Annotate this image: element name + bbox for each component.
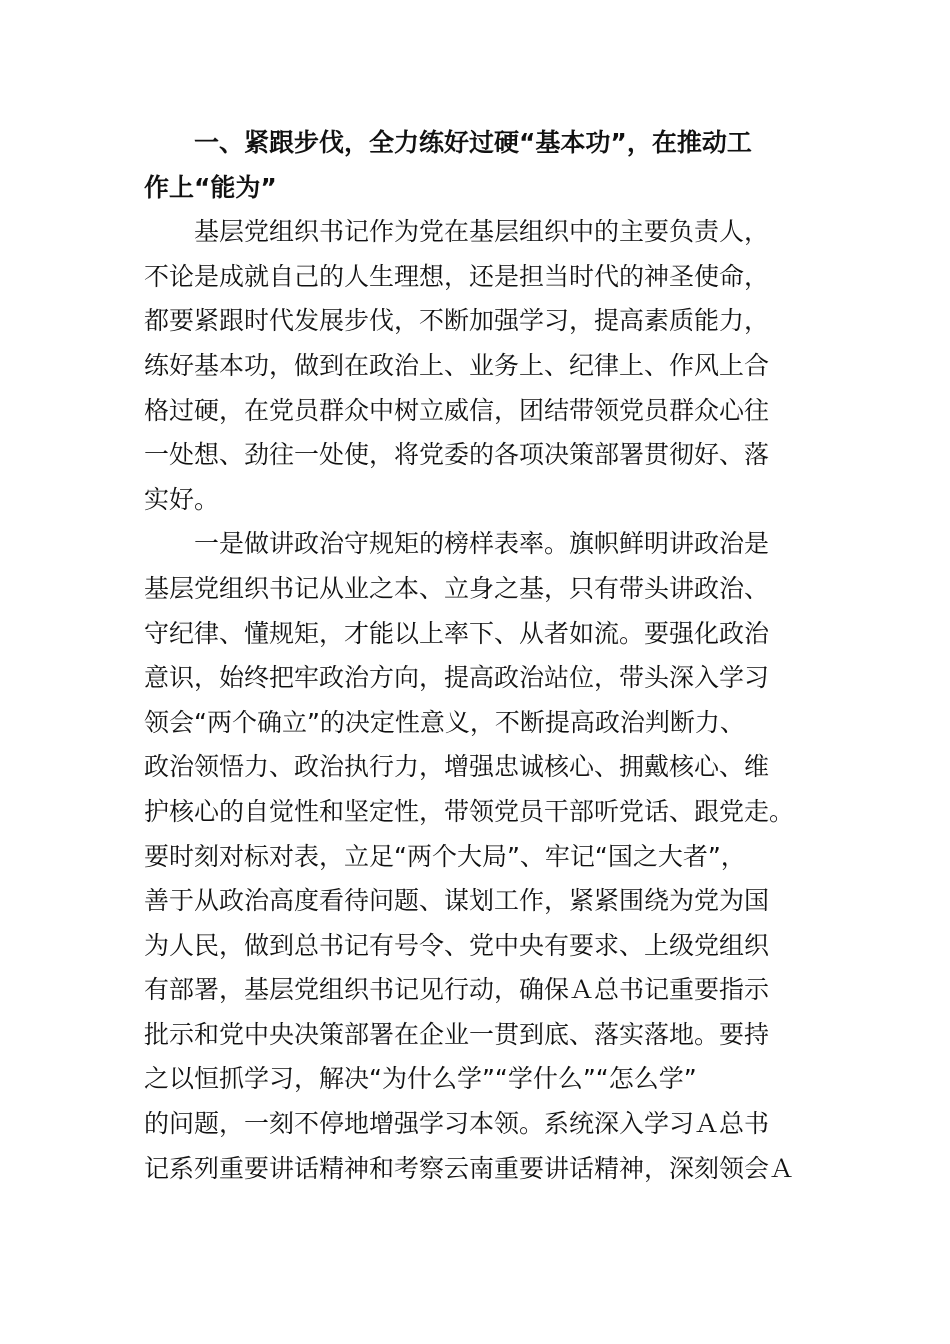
paragraph-line: 不论是成就自己的人生理想，还是担当时代的神圣使命，: [144, 261, 770, 291]
paragraph-line: 领会“两个确立”的决定性意义，不断提高政治判断力、: [144, 707, 745, 737]
paragraph-line: 为人民，做到总书记有号令、党中央有要求、上级党组织: [144, 930, 770, 960]
paragraph-line: 练好基本功，做到在政治上、业务上、纪律上、作风上合: [144, 350, 770, 380]
paragraph-line: 守纪律、懂规矩，才能以上率下、从者如流。要强化政治: [144, 618, 770, 648]
paragraph-line: 意识，始终把牢政治方向，提高政治站位，带头深入学习: [144, 663, 770, 693]
paragraph-line: 政治领悟力、政治执行力，增强忠诚核心、拥戴核心、维: [144, 752, 770, 782]
section-heading: [144, 121, 814, 210]
paragraph-line: 实好。: [144, 484, 220, 514]
document-body: [144, 121, 814, 1191]
paragraph-1: [144, 210, 814, 522]
paragraph-line: 一处想、劲往一处使，将党委的各项决策部署贯彻好、落: [144, 440, 770, 470]
paragraph-line: 有部署，基层党组织书记见行动，确保Ａ总书记重要指示: [144, 975, 770, 1005]
paragraph-line: 批示和党中央决策部署在企业一贯到底、落实落地。要持: [144, 1019, 770, 1049]
paragraph-line: 护核心的自觉性和坚定性，带领党员干部听党话、跟党走。: [144, 796, 795, 826]
paragraph-line: 一是做讲政治守规矩的榜样表率。旗帜鲜明讲政治是: [194, 529, 770, 559]
paragraph-line: 基层党组织书记作为党在基层组织中的主要负责人，: [194, 217, 770, 247]
paragraph-line: 要时刻对标对表，立足“两个大局”、牢记“国之大者”，: [144, 841, 746, 871]
paragraph-2: [144, 522, 814, 1191]
heading-line: 作上“能为”: [144, 172, 277, 202]
paragraph-line: 记系列重要讲话精神和考察云南重要讲话精神，深刻领会Ａ: [144, 1153, 795, 1183]
paragraph-line: 之以恒抓学习，解决“为什么学”“学什么”“怎么学”: [144, 1064, 697, 1094]
paragraph-line: 善于从政治高度看待问题、谋划工作，紧紧围绕为党为国: [144, 886, 770, 916]
heading-line: 一、紧跟步伐，全力练好过硬“基本功”，在推动工: [194, 128, 752, 157]
paragraph-line: 格过硬，在党员群众中树立威信，团结带领党员群众心往: [144, 395, 770, 425]
paragraph-line: 的问题，一刻不停地增强学习本领。系统深入学习Ａ总书: [144, 1109, 770, 1139]
paragraph-line: 基层党组织书记从业之本、立身之基，只有带头讲政治、: [144, 573, 770, 603]
paragraph-line: 都要紧跟时代发展步伐，不断加强学习，提高素质能力，: [144, 306, 770, 336]
